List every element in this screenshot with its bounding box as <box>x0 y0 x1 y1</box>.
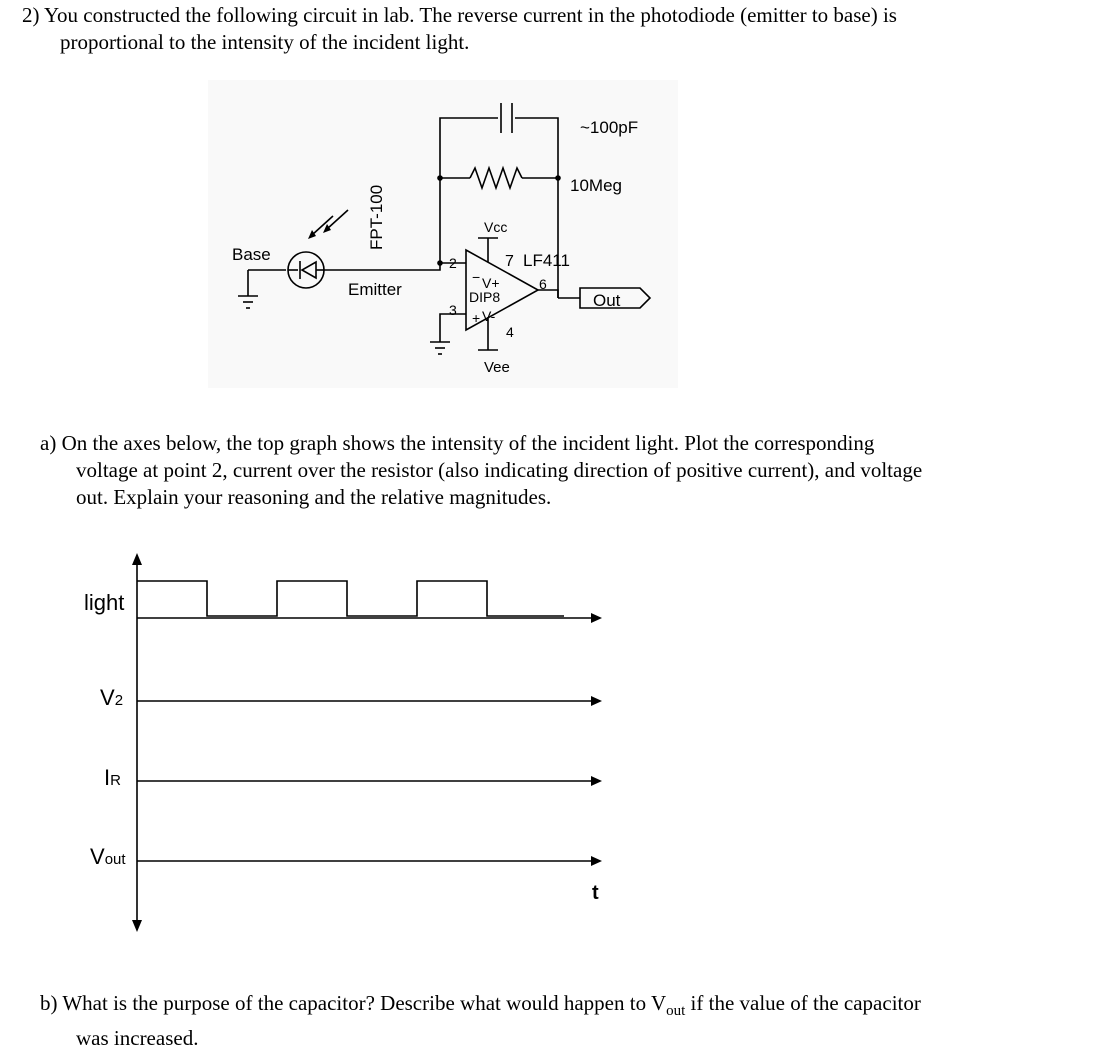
vertical-axis-arrow-down <box>132 920 142 932</box>
question-2 <box>22 2 897 56</box>
question-b <box>42 990 921 1052</box>
xlabel-t: t <box>592 882 599 904</box>
junction-dot-1 <box>437 175 443 181</box>
vee-label: Vee <box>484 359 510 376</box>
pin3-label: 3 <box>449 302 457 318</box>
base-label: Base <box>232 245 271 264</box>
vminus-label: V- <box>482 308 496 324</box>
question-b-line-2: was increased. <box>76 1026 199 1051</box>
axis-vout-arrow <box>591 856 602 866</box>
vplus-label: V+ <box>482 275 500 291</box>
vcc-label: Vcc <box>484 219 508 235</box>
axis-light-arrow <box>591 613 602 623</box>
feedback-cap-wire <box>440 118 498 263</box>
minus-sign: − <box>472 269 481 285</box>
light-arrow-head-2 <box>323 224 331 233</box>
opamp-name: LF411 <box>523 251 570 270</box>
pin2-label: 2 <box>449 255 457 271</box>
photodiode-part-label: FPT-100 <box>367 184 386 250</box>
axis-ir-arrow <box>591 776 602 786</box>
question-b-text-b: if the value of the capacitor <box>685 991 921 1015</box>
pin6-label: 6 <box>539 276 547 292</box>
resistor-zigzag <box>470 168 522 188</box>
ylabel-light: light <box>84 590 125 615</box>
light-arrow-head-1 <box>308 230 316 239</box>
pin3-wire <box>440 314 466 342</box>
plus-sign: + <box>472 310 481 326</box>
circuit-diagram <box>208 80 678 388</box>
question-b-text-a: b) What is the purpose of the capacitor? Describe what would happen to V <box>40 991 667 1015</box>
question-b-line-1 <box>40 990 921 1025</box>
pin4-label: 4 <box>506 324 514 340</box>
capacitor-label: ~100pF <box>580 118 639 137</box>
axis-v2-arrow <box>591 696 602 706</box>
ylabel-v2: V2 <box>100 685 124 710</box>
ylabel-vout: Vout <box>90 844 126 869</box>
out-label: Out <box>593 291 621 310</box>
feedback-cap-wire-right <box>515 118 558 298</box>
ylabel-ir: IR <box>104 765 121 790</box>
emitter-label: Emitter <box>348 280 402 299</box>
question-a <box>42 430 922 511</box>
question-a-line-2: voltage at point 2, current over the resistor (also indicating direction of positive current), and voltage <box>76 458 923 482</box>
circuit-schematic <box>208 80 678 388</box>
question-a-line-3: out. Explain your reasoning and the relative magnitudes. <box>76 485 552 509</box>
question-a-line-1: a) On the axes below, the top graph shows the intensity of the incident light. Plot the corresponding <box>40 431 875 455</box>
light-square-wave <box>137 581 564 616</box>
question-2-line-1: 2) You constructed the following circuit in lab. The reverse current in the photodiode (emitter to base) is <box>22 3 897 27</box>
vertical-axis-arrow-up <box>132 553 142 565</box>
question-b-sub: out <box>666 1003 686 1020</box>
resistor-label: 10Meg <box>570 176 622 195</box>
junction-dot-2 <box>555 175 561 181</box>
question-2-line-2: proportional to the intensity of the incident light. <box>60 30 470 54</box>
package-label: DIP8 <box>469 289 501 305</box>
emitter-wire <box>324 263 466 270</box>
opamp-pin7: 7 <box>505 253 514 270</box>
junction-dot-3 <box>437 260 443 266</box>
photodiode-triangle <box>302 262 316 278</box>
